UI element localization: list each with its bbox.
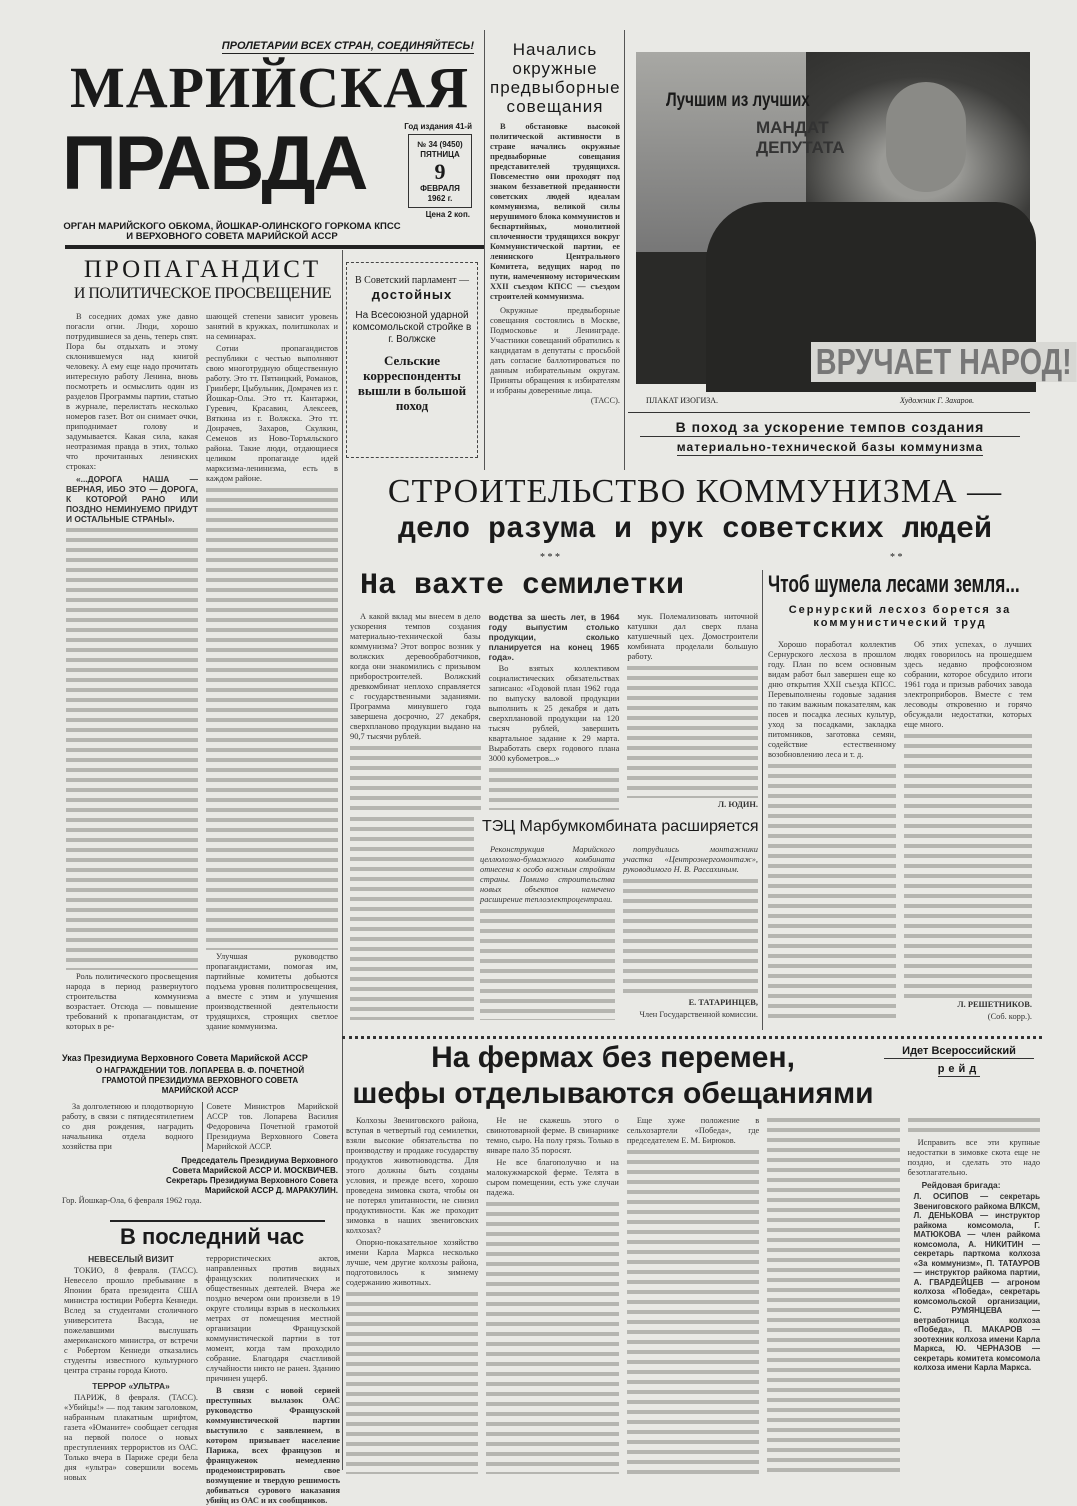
poster-caption-right: Художник Г. Захаров. (900, 396, 975, 405)
text-column (623, 877, 758, 996)
paragraph: Об этих успехах, о лучших людях говорилось на прошедшем здесь недавно профсоюзном собрании, которое обсудило итоги 1961 года и призыв рабочих завода электроприборов. Вместе с тем лесоводы откровенно и горячо обсуждали недостатки, которых еще много. (904, 640, 1032, 729)
weekday: ПЯТНИЦА (420, 150, 460, 159)
issue-box (408, 134, 472, 208)
text-column (350, 815, 474, 1020)
ukaz-title: Указ Президиума Верховного Совета Марийской АССР (62, 1053, 308, 1063)
last-hour-body (64, 1254, 340, 1505)
poster-line2: МАНДАТ (756, 118, 829, 137)
poster-line4: ВРУЧАЕТ НАРОД! (811, 342, 1077, 382)
index-item[interactable]: На Всесоюзной ударной комсомольской стройке в г. Волжске (352, 310, 472, 345)
text-column (66, 526, 198, 970)
publisher (62, 222, 402, 242)
signature: Председатель Президиума Верховного Совета Марийской АССР И. МОСКВИЧЕВ. (172, 1156, 338, 1175)
ukaz-subtitle: О НАГРАЖДЕНИИ ТОВ. ЛОПАРЕВА В. Ф. ПОЧЕТНОЙ ГРАМОТОЙ ПРЕЗИДИУМА ВЕРХОВНОГО СОВЕТА МАРИЙСКОЙ АССР (95, 1066, 305, 1095)
paragraph: мук. Полемализовать ниточной катушки дал сверх плана катушечный цех. Домостроители комбината проделали большую работу. (627, 612, 759, 661)
paragraph: шающей степени зависит уровень занятий в кружках, политшколах и на семинарах. (206, 312, 338, 341)
index-item[interactable] (351, 275, 473, 303)
index-item-text: В Советский парламент — (354, 275, 469, 286)
elections-body (490, 122, 620, 406)
raid-label (884, 1044, 1034, 1077)
paragraph: Совете Министров Марийской АССР тов. Лопарева Василия Федоровича Почетной грамотой Президиума Верховного Совета Марийской АССР. (206, 1102, 338, 1151)
farms-headline (348, 1040, 878, 1112)
signature: Секретарь Президиума Верховного Совета Марийской АССР Д. МАРАКУЛИН. (166, 1176, 338, 1195)
farms-intro: Колхозы Звениговского района, вступая в четвертый год семилетки, взяли высокие обязательства по производству и продаже государству продуктов животноводства. Для этого должны быть созданы условия, и прежде всего, хорошо проведена зимовка скота, чтобы он не потерял упитанности, не снизил продуктивности. Как же проходит зимовка в наших звениговских колхозах? (346, 1116, 479, 1235)
subhead: НЕВЕСЕЛЫЙ ВИЗИТ (88, 1254, 174, 1264)
election-poster (636, 52, 1072, 384)
banner-line2: материально-технической базы коммунизма (676, 440, 984, 454)
main-headline-line2: дело разума и рук советских людей (397, 513, 993, 547)
elections-headline: Начались окружные предвыборные совещания (490, 40, 621, 116)
title-line1: МАРИЙСКАЯ (70, 55, 469, 120)
paragraph: В связи с новой серией преступных вылазок ОАС руководство Французской коммунистической партии выступило с заявлением, в котором призывает население Парижа, всех французов и француженок немедленно продемонстрировать свое возмущение и твердую решимость добиваться сурового наказания убийц из ОАС и их сообщников. (206, 1386, 340, 1505)
text-column (480, 907, 615, 1020)
column-divider (342, 250, 343, 1470)
signature-note: (Соб. корр.). (987, 1012, 1032, 1021)
farms-headline-line2: шефы отделываются обещаниями (352, 1077, 874, 1110)
publisher-line1: ОРГАН МАРИЙСКОГО ОБКОМА, ЙОШКАР-ОЛИНСКОГО ГОРКОМА КПСС (63, 221, 401, 232)
paragraph: Еще хуже положение в сельхозартели «Победа», где председателем Е. М. Бирюков. (626, 1116, 760, 1145)
paragraph: Реконструкция Марийского целлюлозно-бумажного комбината отнесена к особо важным стройкам страны. Помимо строительства новых объектов намечено расширение теплоэлектроцентрали. (480, 845, 615, 904)
vakhta-continuation (350, 815, 474, 1020)
paragraph: Не не скажешь этого о свинотоварной ферме. В свинарнике темно, сыро. На полу грязь. Только в январе пало 35 поросят. (486, 1116, 619, 1155)
propagandist-body (66, 312, 338, 1032)
text-column (489, 766, 620, 810)
text-column (627, 1148, 759, 1474)
farms-headline-line1: На фермах без перемен, (431, 1041, 795, 1074)
ukaz (62, 1052, 338, 1206)
forest-subhead: Сернурский лесхоз борется за коммунистический труд (788, 604, 1012, 629)
paragraph: водства за шесть лет, в 1964 году выпустим столько продукции, сколько планируется на конец 1965 года». (488, 612, 620, 662)
headline-line1: ПРОПАГАНДИСТ (83, 256, 322, 283)
title-line2: ПРАВДА (62, 121, 367, 206)
paragraph: Во взятых коллективом социалистических обязательствах записано: «Годовой план 1962 года по выпуску валовой продукции выполнить к 25 декабря и дать сверхплановой продукции на 120 тысяч рублей, завершить квартальное задание к 29 марта. Выработать сверх годового плана 3000 кубометров...» (488, 664, 620, 763)
masthead-rule (65, 245, 485, 249)
ukaz-body (62, 1102, 338, 1152)
paragraph: Окружные предвыборные совещания состоялись в Москве, Подмосковье и Ленинграде. Участники совещаний обратились к кандидатам в депутаты с просьбой дать согласие баллотироваться по данным избирательным округам. Приняты обращения к избирателям и избраны доверенные лица. (490, 306, 620, 395)
forest-headline: Чтоб шумела лесами земля... (768, 571, 1020, 598)
paragraph: В соседних домах уже давно погасли огни. Люди, хорошо потрудившиеся за день, теперь спят. Пора бы отдыхать и этому склонившемуся над книгой человеку. А ему еще надо прочитать интересную работу Ленина, вновь посмотреть и осмыслить один из разделов Программы партии, статью в журнале, перелистать несколько номеров газет. Вот он снимает очки, приподнимает голову и задумывается. Какая сила, какая неотразимая правда в этих, только что прочитанных ленинских строках: (66, 312, 198, 471)
poster-caption-left: ПЛАКАТ ИЗОГИЗА. (646, 396, 719, 405)
text-column (768, 762, 896, 1022)
column-divider (624, 30, 625, 470)
paragraph: террористических актов, направленных против видных французских политических и общественных деятелей. Вчера же поздно вечером они произвели в 19 округе столицы взрыв в нескольких метрах от помещения местной организации Французской коммунистической партии в тот момент, когда там проходило собрание. Благодаря счастливой случайности никто не ранен. Зданию причинен ущерб. (206, 1254, 340, 1383)
year: 1962 г. (427, 194, 453, 203)
farms-body (346, 1116, 1040, 1474)
stars: * * * (540, 552, 560, 563)
text-column (904, 732, 1032, 998)
main-headline (350, 472, 1040, 548)
paragraph: Не все благополучно и на малокужмарской ферме. Телята в сыром помещении, есть уже случаи падежа. (486, 1158, 619, 1197)
paragraph: В обстановке высокой политической активности в стране начались окружные предвыборные совещания представителей трудящихся. Повсеместно они проходят под знаком беззаветной преданности советских людей идеалам коммунизма, великой силы нерушимого блока коммунистов и беспартийных, монолитной сплоченности трудящихся вокруг Коммунистической партии, ее ленинского Центрального Комитета, ведущих народ по пути, намеченному историческим XXII съездом КПСС — съездом строителей коммунизма. (490, 122, 620, 301)
poster-line3: ДЕПУТАТА (756, 138, 845, 157)
poster-face (886, 82, 966, 192)
slogan: ПРОЛЕТАРИИ ВСЕХ СТРАН, СОЕДИНЯЙТЕСЬ! (221, 40, 474, 52)
signature: Л. ЮДИН. (717, 800, 759, 809)
text-column (627, 664, 758, 798)
index-box (346, 262, 478, 458)
month: ФЕВРАЛЯ (420, 184, 460, 193)
subhead: ТЕРРОР «УЛЬТРА» (92, 1381, 170, 1391)
paragraph: Роль политического просвещения народа в период развернутого строительства коммунизма возрастает. Отсюда — повышение требований к пропагандистам, от которых в ре- (66, 972, 198, 1031)
index-item-bold: достойных (371, 287, 453, 302)
paragraph: За долголетнюю и плодотворную работу, в связи с пятидесятилетием со дня рождения, наградить начальника отдела водного хозяйства при (62, 1102, 194, 1151)
paragraph: Улучшая руководство пропагандистами, помогая им, партийные комитеты добьются подъема уровня политпросвещения, а вместе с этим и улучшения производственной деятельности трудящихся, строящих светлое здание коммунизма. (206, 952, 338, 1031)
vakhta-body (350, 612, 758, 810)
poster-rule (628, 412, 1030, 413)
section-rule (342, 1036, 1042, 1039)
lenin-quote: «...ДОРОГА НАША — ВЕРНАЯ, ИБО ЭТО — ДОРОГА, К КОТОРОЙ РАНО ИЛИ ПОЗДНО НЕМИНУЕМО ПРИДУТ И ОСТАЛЬНЫЕ СТРАНЫ». (66, 474, 198, 524)
paragraph: ТОКИО, 8 февраля. (ТАСС). Невесело прошло пребывание в Японии брата президента США министра юстиции Роберта Кеннеди. Вслед за студентами столичного университета Васэда, не пожелавшими выслушать американского министра, от встречи с Робертом Кеннеди отказались студенты известного культурного центра страны города Киото. (64, 1266, 198, 1375)
edition-year: Год издания 41-й (404, 122, 472, 131)
raid-word: рейд (937, 1063, 981, 1075)
raid-label-line: Идет Всероссийский (884, 1044, 1034, 1059)
poster-line1: Лучшим из лучших (666, 90, 810, 111)
vakhta-headline: На вахте семилетки (360, 569, 685, 603)
source: (ТАСС). (590, 396, 620, 405)
forest-body (768, 640, 1032, 1022)
issue-number: № 34 (9450) (417, 140, 463, 149)
banner-line1: В поход за ускорение темпов создания (640, 418, 1020, 437)
masthead (62, 38, 482, 243)
brigade-list: Л. ОСИПОВ — секретарь Звениговского райкома ВЛКСМ, Л. ДЕНЬКОВА — инструктор райкома комсомола, Г. МАТЮКОВА — член райкома комсомола, А. НИКИТИН — секретарь парткома колхоза «За коммунизм», П. ТАТАУРОВ — инструктор райкома партии, А. ГВАРДЕЙЦЕВ — агроном колхоза «Победа», секретарь комсомольской организации, С. РУМЯНЦЕВА — ветработница колхоза «Победа», П. МАКАРОВ — зоотехник колхоза имени Карла Маркса, Ю. ЧЕРНАЗОВ — секретарь комитета комсомола колхоза имени Карла Маркса. (913, 1192, 1041, 1372)
price: Цена 2 коп. (425, 210, 470, 219)
text-column (486, 1200, 618, 1474)
paragraph: потрудились монтажники участка «Центроэнергомонтаж», руководимого Н. В. Рассахиным. (623, 845, 758, 874)
stars: * * (890, 552, 903, 563)
paragraph: Хорошо поработал коллектив Сернурского лесхоза в прошлом году. План по всем основным видам работ был завершен еще ко дню открытия XXII съезда КПСС. Перевыполнены годовые задания по таким важным показателям, как посев и посадка лесных культур, уход за посадками, закладка питомников, заготовка семян, содействие естественному возобновлению леса и т. д. (768, 640, 896, 759)
signature: Л. РЕШЕТНИКОВ. (957, 1000, 1032, 1009)
publisher-line2: И ВЕРХОВНОГО СОВЕТА МАРИЙСКОЙ АССР (126, 231, 338, 242)
column-divider (484, 30, 485, 470)
section-rule (110, 1220, 325, 1222)
text-column (767, 1116, 899, 1474)
tec-headline: ТЭЦ Марбумкомбината расширяется (482, 818, 759, 835)
campaign-banner (640, 418, 1020, 456)
tec-body (480, 845, 758, 1020)
day: 9 (434, 159, 446, 184)
last-hour-headline: В последний час (120, 1224, 305, 1249)
paragraph: ПАРИЖ, 8 февраля. (ТАСС). «Убийцы!» — под таким заголовком, набранным плакатным шрифтом, газета «Юманите» сообщает сегодня на первой полосе о новых преступлениях террористов из ОАС. Только вчера в Париже среди бела дня «ультра» совершили восемь новых (64, 1393, 198, 1482)
propagandist-headline (65, 256, 340, 305)
text-column (908, 1116, 1040, 1136)
elections-article (490, 40, 620, 465)
signature: Е. ТАТАРИНЦЕВ, (688, 998, 758, 1007)
paragraph: Опорно-показательное хозяйство имени Карла Маркса несколько лучше, чем другие колхозы района, подготовилось к зимнему содержанию животных. (346, 1238, 479, 1287)
text-column (206, 486, 338, 950)
place-date: Гор. Йошкар-Ола, 6 февраля 1962 года. (62, 1196, 202, 1205)
paragraph: Исправить все эти крупные недостатки в зимовке скота еще не поздно, и сделать это надо безотлагательно. (907, 1138, 1041, 1177)
brigade-title: Рейдовая бригада: (921, 1180, 1001, 1190)
main-headline-line1: СТРОИТЕЛЬСТВО КОММУНИЗМА — (387, 473, 1003, 510)
index-item[interactable]: Сельские корреспонденты вышли в большой поход (357, 353, 467, 413)
text-column (350, 744, 481, 810)
column-divider (762, 570, 763, 1030)
paragraph: Сотни пропагандистов республики с честью выполняют свою многотрудную общественную работу. Это тт. Пятницкий, Романов, Гринберг, Цыбульник, Домрачев из г. Йошкар-Олы. Это тт. Кантаржи, Гуревич, Красавин, Алексеев, Вяткина из г. Волжска. Это тт. Донрачев, Захаров, Скулкин, Семенов из Ново-Торъяльского района. Такие люди, отдающиеся целиком пропаганде идей марксизма-ленинизма, есть в каждом районе. (206, 344, 338, 483)
paragraph: А какой вклад мы внесем в дело ускорения темпов создания материально-технической базы коммунизма? Этот вопрос возник у волжских деревообработчиков, когда они знакомились с призывом приборостроителей. Волжский древкомбинат неплохо справляется с государственными заданиями. Программа минувшего года завершена досрочно, 27 декабря, сверхпланово продукции выдано на 90,7 тысячи рублей. (350, 612, 481, 741)
headline-line2: И ПОЛИТИЧЕСКОЕ ПРОСВЕЩЕНИЕ (73, 285, 332, 302)
text-column (346, 1290, 478, 1474)
signature-title: Член Государственной комиссии. (639, 1010, 758, 1019)
